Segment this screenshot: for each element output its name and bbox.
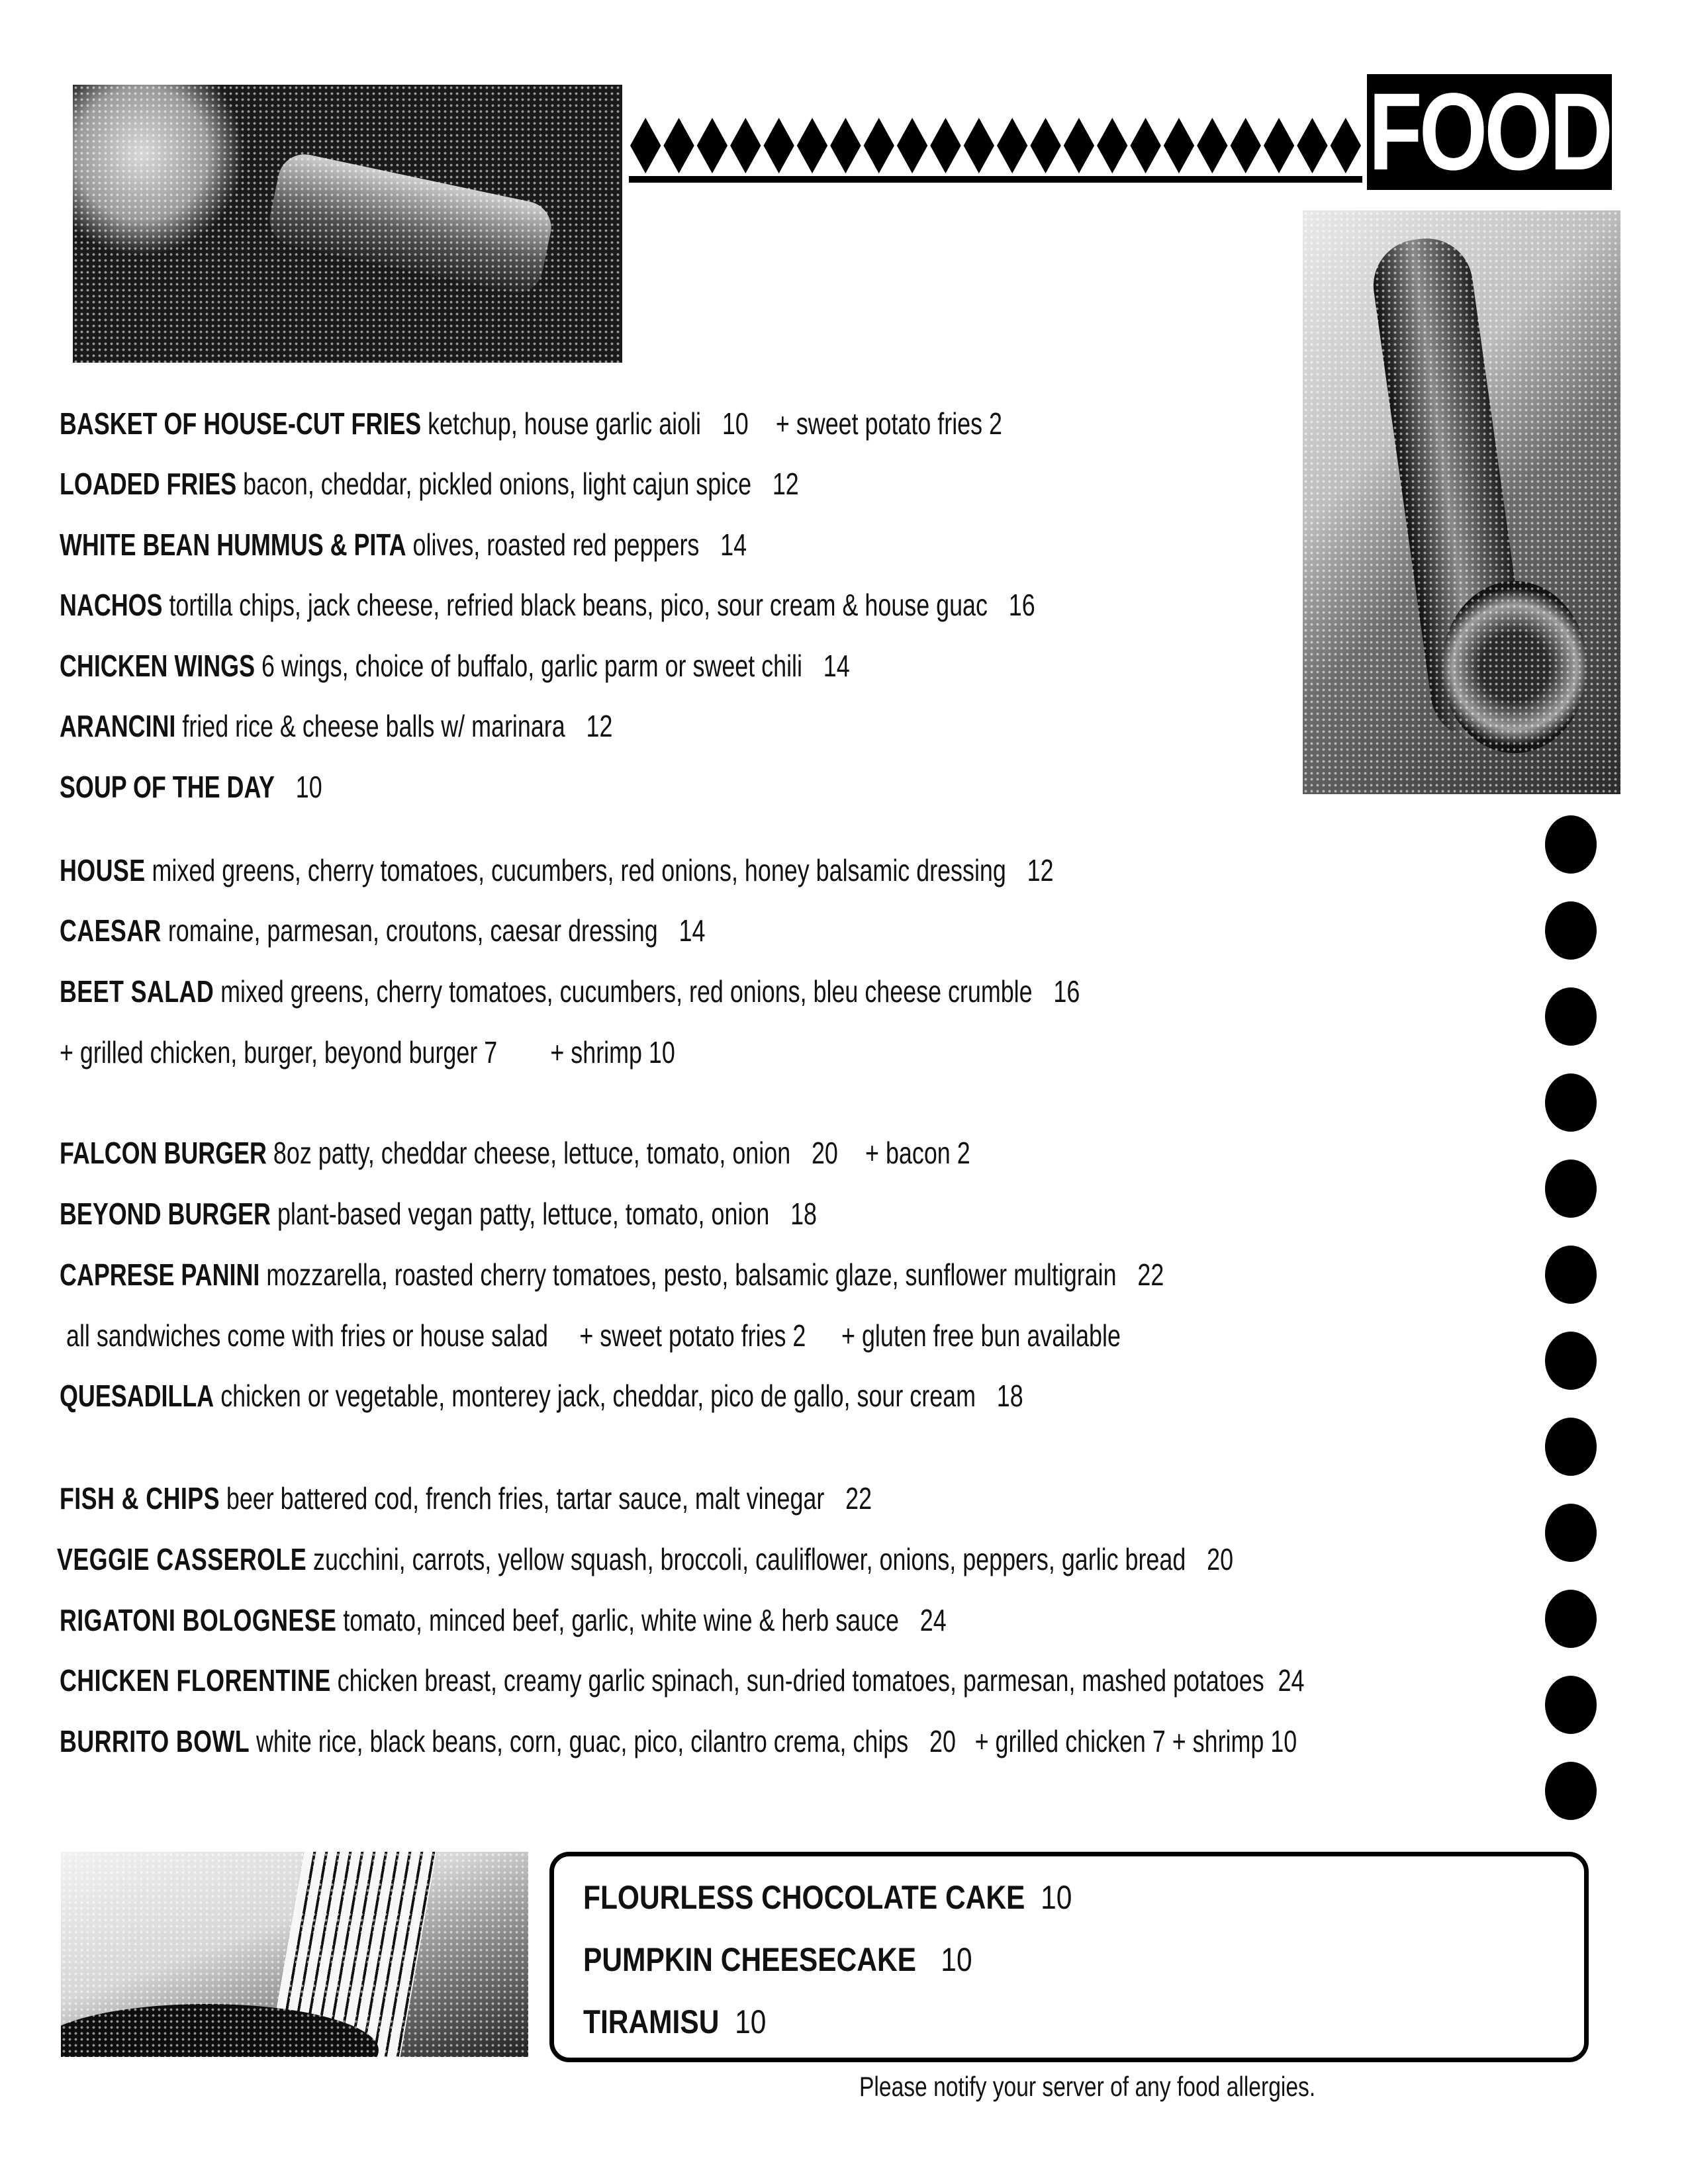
item-name: LOADED FRIES <box>60 467 237 501</box>
menu-item <box>60 1134 970 1171</box>
item-name: FISH & CHIPS <box>60 1481 220 1516</box>
item-name: CHICKEN FLORENTINE <box>60 1663 331 1698</box>
diamond-shape <box>964 118 994 173</box>
item-name: QUESADILLA <box>60 1379 214 1413</box>
item-name: FLOURLESS CHOCOLATE CAKE <box>583 1879 1025 1916</box>
sandwich-note <box>66 1317 1121 1354</box>
item-price: 10 <box>722 406 749 441</box>
menu-item <box>57 1541 1233 1578</box>
menu-item <box>60 1195 817 1232</box>
item-description: tortilla chips, jack cheese, refried black beans, pico, sour cream & house guac <box>169 588 988 622</box>
item-name: TIRAMISU <box>583 2003 720 2040</box>
piano-player-photo <box>61 1852 528 2057</box>
dot-icon <box>1545 1160 1597 1218</box>
diamond-shape <box>930 118 961 173</box>
page-title: FOOD <box>1368 70 1611 193</box>
menu-item <box>60 768 322 805</box>
item-price: 24 <box>1278 1663 1305 1698</box>
dot-icon <box>1545 1504 1597 1562</box>
item-description: mixed greens, cherry tomatoes, cucumbers, red onions, bleu cheese crumble <box>220 974 1033 1009</box>
diamond-shape <box>1064 118 1094 173</box>
dot-icon <box>1545 1332 1597 1390</box>
item-name: FALCON BURGER <box>60 1136 267 1170</box>
dessert-box <box>549 1852 1589 2062</box>
dot-icon <box>1545 1246 1597 1304</box>
diamond-shape <box>897 118 927 173</box>
item-name: CAESAR <box>60 913 162 948</box>
item-name: BEYOND BURGER <box>60 1197 271 1231</box>
diamond-shape <box>997 118 1027 173</box>
salad-addons <box>60 1034 675 1071</box>
diamond-shape <box>697 118 727 173</box>
item-description: olives, roasted red peppers <box>412 527 700 562</box>
item-description: ketchup, house garlic aioli <box>428 406 702 441</box>
item-name: CAPRESE PANINI <box>60 1257 260 1292</box>
salad-addon-shrimp: + shrimp 10 <box>550 1035 675 1069</box>
food-title-box <box>1367 70 1612 193</box>
menu-item <box>60 852 1054 889</box>
item-addon: + sweet potato fries 2 <box>775 406 1002 441</box>
item-description: beer battered cod, french fries, tartar sauce, malt vinegar <box>226 1481 825 1516</box>
dot-icon <box>1545 1073 1597 1132</box>
dot-icon <box>1545 987 1597 1046</box>
sandwich-sides-note: all sandwiches come with fries or house salad <box>66 1318 548 1353</box>
menu-item <box>60 1662 1304 1699</box>
diamond-shape <box>1331 118 1361 173</box>
item-name: WHITE BEAN HUMMUS & PITA <box>60 527 406 562</box>
salad-addon-proteins: + grilled chicken, burger, beyond burger 7 <box>60 1035 498 1069</box>
dot-icon <box>1545 901 1597 960</box>
menu-item <box>60 1256 1164 1293</box>
item-name: NACHOS <box>60 588 163 622</box>
item-description: mozzarella, roasted cherry tomatoes, pesto, balsamic glaze, sunflower multigrain <box>266 1257 1117 1292</box>
item-price: 20 <box>811 1136 838 1170</box>
item-description: romaine, parmesan, croutons, caesar dressing <box>167 913 658 948</box>
item-description: fried rice & cheese balls w/ marinara <box>182 709 565 743</box>
item-name: BASKET OF HOUSE-CUT FRIES <box>60 406 422 441</box>
item-price: 20 <box>1207 1542 1234 1576</box>
dessert-item <box>583 1940 972 1979</box>
item-price: 22 <box>845 1481 872 1516</box>
diamond-shape <box>630 118 661 173</box>
dessert-item <box>583 2002 766 2042</box>
diamond-shape <box>1097 118 1127 173</box>
item-price: 10 <box>295 770 322 804</box>
menu-item <box>60 707 612 745</box>
item-description: plant-based vegan patty, lettuce, tomato, onion <box>277 1197 770 1231</box>
item-price: 10 <box>941 1941 972 1978</box>
menu-item <box>60 912 705 949</box>
item-name: RIGATONI BOLOGNESE <box>60 1603 337 1637</box>
menu-item <box>60 1723 1297 1760</box>
item-description: bacon, cheddar, pickled onions, light cajun spice <box>243 467 752 501</box>
diamond-shape <box>763 118 794 173</box>
dot-icon <box>1545 1590 1597 1648</box>
item-addon: + grilled chicken 7 + shrimp 10 <box>974 1724 1297 1758</box>
diamond-shape <box>1264 118 1294 173</box>
item-price: 12 <box>1027 853 1054 887</box>
dot-icon <box>1545 1418 1597 1476</box>
item-price: 10 <box>1041 1879 1072 1916</box>
item-description: 6 wings, choice of buffalo, garlic parm or sweet chili <box>261 649 802 683</box>
item-price: 14 <box>679 913 706 948</box>
diamond-shape <box>1197 118 1227 173</box>
allergy-note: Please notify your server of any food allergies. <box>859 2071 1316 2102</box>
item-name: ARANCINI <box>60 709 176 743</box>
item-name: SOUP OF THE DAY <box>60 770 275 804</box>
dessert-item <box>583 1878 1072 1917</box>
item-name: BURRITO BOWL <box>60 1724 250 1758</box>
diamond-pattern-band <box>629 111 1362 187</box>
item-price: 14 <box>720 527 747 562</box>
item-price: 14 <box>823 649 850 683</box>
item-description: white rice, black beans, corn, guac, pico, cilantro crema, chips <box>256 1724 909 1758</box>
diamond-shape <box>730 118 761 173</box>
item-description: tomato, minced beef, garlic, white wine & herb sauce <box>343 1603 899 1637</box>
item-price: 24 <box>919 1603 947 1637</box>
saxophone-player-photo <box>1303 210 1620 794</box>
item-addon: + bacon 2 <box>865 1136 970 1170</box>
dot-icon <box>1545 1676 1597 1734</box>
item-description: zucchini, carrots, yellow squash, broccoli, cauliflower, onions, peppers, garlic bread <box>313 1542 1186 1576</box>
sandwich-addon-gluten-free: + gluten free bun available <box>841 1318 1121 1353</box>
menu-item <box>60 973 1080 1010</box>
menu-item <box>60 465 799 502</box>
diamond-shape <box>830 118 861 173</box>
item-price: 20 <box>929 1724 956 1758</box>
item-description: mixed greens, cherry tomatoes, cucumbers, red onions, honey balsamic dressing <box>152 853 1006 887</box>
item-name: CHICKEN WINGS <box>60 649 256 683</box>
diamond-shape <box>797 118 827 173</box>
item-price: 12 <box>586 709 613 743</box>
menu-item <box>60 1602 947 1639</box>
decorative-dot-column <box>1545 815 1598 1848</box>
diamond-shape <box>663 118 694 173</box>
item-price: 18 <box>790 1197 818 1231</box>
item-name: PUMPKIN CHEESECAKE <box>583 1941 916 1978</box>
diamond-shape <box>1231 118 1261 173</box>
menu-item <box>60 586 1035 623</box>
item-description: chicken breast, creamy garlic spinach, sun-dried tomatoes, parmesan, mashed potatoes <box>337 1663 1264 1698</box>
menu-item <box>60 1377 1023 1414</box>
item-price: 16 <box>1008 588 1035 622</box>
diamond-shape <box>1030 118 1060 173</box>
item-price: 16 <box>1053 974 1080 1009</box>
sandwich-addon-fries: + sweet potato fries 2 <box>579 1318 806 1353</box>
item-name: VEGGIE CASSEROLE <box>57 1542 307 1576</box>
trumpet-player-photo <box>73 85 622 363</box>
item-price: 12 <box>772 467 799 501</box>
item-description: chicken or vegetable, monterey jack, cheddar, pico de gallo, sour cream <box>220 1379 976 1413</box>
item-name: BEET SALAD <box>60 974 214 1009</box>
menu-item <box>60 1480 872 1517</box>
dot-icon <box>1545 815 1597 874</box>
item-name: HOUSE <box>60 853 146 887</box>
item-price: 10 <box>735 2003 767 2040</box>
item-price: 22 <box>1137 1257 1164 1292</box>
menu-item <box>60 647 850 684</box>
diamond-shape <box>1164 118 1194 173</box>
dot-icon <box>1545 1762 1597 1820</box>
diamond-shape <box>1297 118 1327 173</box>
item-description: 8oz patty, cheddar cheese, lettuce, tomato, onion <box>273 1136 791 1170</box>
menu-item <box>60 405 1002 442</box>
diamond-shape <box>864 118 894 173</box>
diamond-shape <box>1130 118 1160 173</box>
item-price: 18 <box>996 1379 1023 1413</box>
menu-item <box>60 526 747 563</box>
